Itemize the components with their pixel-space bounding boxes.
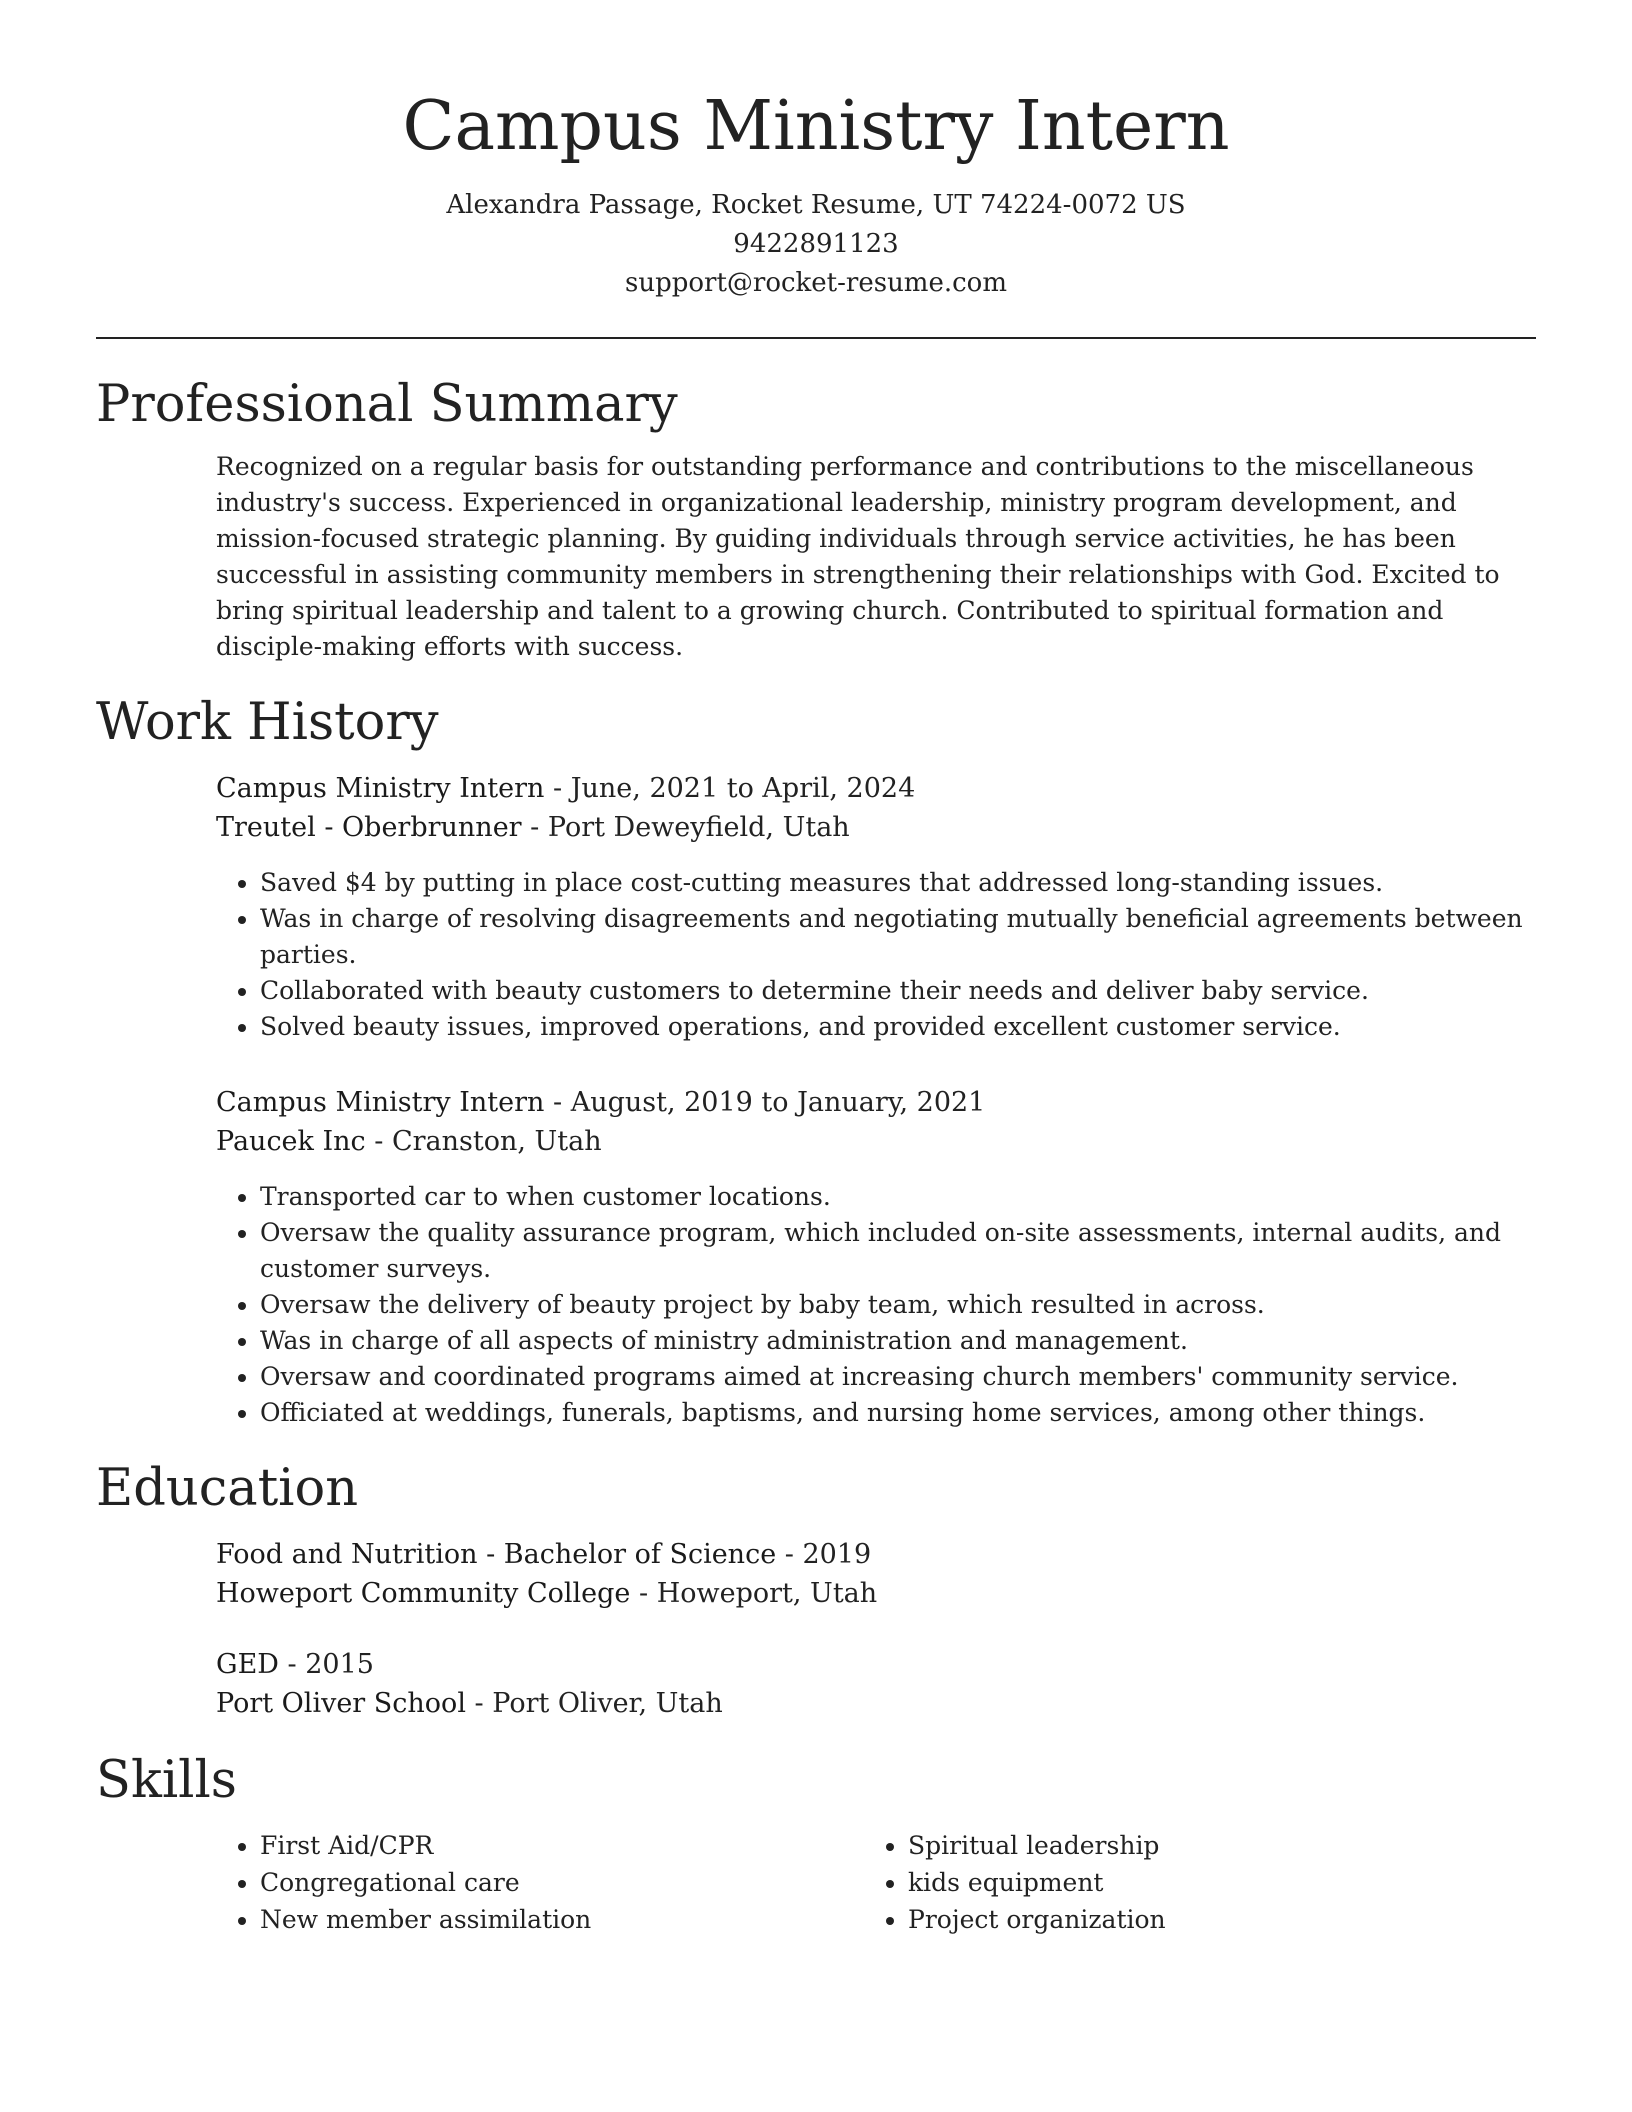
education-degree-line — [216, 1645, 1536, 1684]
summary-text: Recognized on a regular basis for outstanding performance and contributions to the miscellaneous industry's success. Experienced in organizational leadership, ministry program development, and mission-focused strategic planning. By guiding individuals through service activities, he has been successful in assisting community members in strengthening their relationships with God. Excited to bring spiritual leadership and talent to a growing church. Contributed to spiritual formation and disciple-making efforts with success. — [216, 452, 1500, 661]
job-company: Paucek Inc — [216, 1126, 366, 1157]
skills-column-left — [216, 1827, 864, 1938]
job-bullet: • Collaborated with beauty customers to determine their needs and deliver baby service. — [260, 973, 1536, 1009]
skills-body — [96, 1827, 1536, 1938]
job-bullet: • Transported car to when customer locations. — [260, 1179, 1536, 1215]
job-bullet: • Was in charge of all aspects of ministry administration and management. — [260, 1323, 1536, 1359]
job-company: Treutel - Oberbrunner — [216, 812, 522, 843]
skills-title: Skills — [96, 1751, 237, 1810]
contact-phone: 9422891123 — [733, 229, 899, 259]
work-history-section — [96, 691, 1536, 1431]
summary-section — [96, 373, 1536, 665]
education-year: - 2019 — [776, 1539, 872, 1570]
job-bullet: • Officiated at weddings, funerals, baptisms, and nursing home services, among other things. — [260, 1395, 1536, 1431]
job-company-line — [216, 808, 1536, 847]
work-history-body — [96, 769, 1536, 1431]
skills-column-right — [864, 1827, 1512, 1938]
contact-block — [96, 186, 1536, 303]
skill-item: • Spiritual leadership — [908, 1827, 1512, 1864]
education-entry — [216, 1535, 1536, 1613]
job-bullet: • Oversaw the delivery of beauty project by baby team, which resulted in across. — [260, 1287, 1536, 1323]
job-role: Campus Ministry Intern — [216, 773, 545, 804]
education-degree: GED — [216, 1649, 279, 1680]
job-bullet: • Solved beauty issues, improved operations, and provided excellent customer service. — [260, 1009, 1536, 1045]
skill-item: • kids equipment — [908, 1864, 1512, 1901]
job-bullet: • Oversaw and coordinated programs aimed at increasing church members' community service. — [260, 1359, 1536, 1395]
education-title: Education — [96, 1459, 359, 1518]
skills-grid — [216, 1827, 1536, 1938]
job-location: - Port Deweyfield, Utah — [521, 812, 850, 843]
skill-item: • New member assimilation — [260, 1901, 864, 1938]
skills-section — [96, 1749, 1536, 1938]
education-degree-line — [216, 1535, 1536, 1574]
summary-title: Professional Summary — [96, 375, 678, 434]
education-body — [96, 1535, 1536, 1723]
education-school-line — [216, 1574, 1536, 1613]
education-location: - Howeport, Utah — [630, 1578, 878, 1609]
header-divider — [96, 337, 1536, 339]
skill-item: • Congregational care — [260, 1864, 864, 1901]
job-title-line — [216, 769, 1536, 808]
job-bullets — [216, 865, 1536, 1045]
summary-body — [96, 449, 1536, 665]
skill-item: • First Aid/CPR — [260, 1827, 864, 1864]
candidate-name: Campus Ministry Intern — [402, 87, 1230, 166]
education-entry — [216, 1645, 1536, 1723]
job-entry — [216, 1083, 1536, 1431]
education-degree: Food and Nutrition - Bachelor of Science — [216, 1539, 777, 1570]
resume-header — [96, 0, 1536, 303]
contact-email: support@rocket-resume.com — [624, 268, 1007, 298]
job-dates: - June, 2021 to April, 2024 — [544, 773, 916, 804]
job-bullet: • Was in charge of resolving disagreements and negotiating mutually beneficial agreements between parties. — [260, 901, 1536, 973]
education-year: - 2015 — [278, 1649, 374, 1680]
work-history-title: Work History — [96, 693, 439, 752]
job-bullets — [216, 1179, 1536, 1431]
job-bullet: • Oversaw the quality assurance program, which included on-site assessments, internal audits, and customer surveys. — [260, 1215, 1536, 1287]
job-entry — [216, 769, 1536, 1045]
education-location: - Port Oliver, Utah — [465, 1688, 723, 1719]
education-section — [96, 1457, 1536, 1723]
job-bullet: • Saved $4 by putting in place cost-cutting measures that addressed long-standing issues. — [260, 865, 1536, 901]
education-school-line — [216, 1684, 1536, 1723]
job-location: - Cranston, Utah — [365, 1126, 602, 1157]
job-role: Campus Ministry Intern — [216, 1087, 545, 1118]
job-title-line — [216, 1083, 1536, 1122]
job-company-line — [216, 1122, 1536, 1161]
contact-address: Alexandra Passage, Rocket Resume, UT 74224-0072 US — [446, 190, 1186, 220]
job-dates: - August, 2019 to January, 2021 — [544, 1087, 986, 1118]
education-school: Port Oliver School — [216, 1688, 466, 1719]
skill-item: • Project organization — [908, 1901, 1512, 1938]
education-school: Howeport Community College — [216, 1578, 631, 1609]
